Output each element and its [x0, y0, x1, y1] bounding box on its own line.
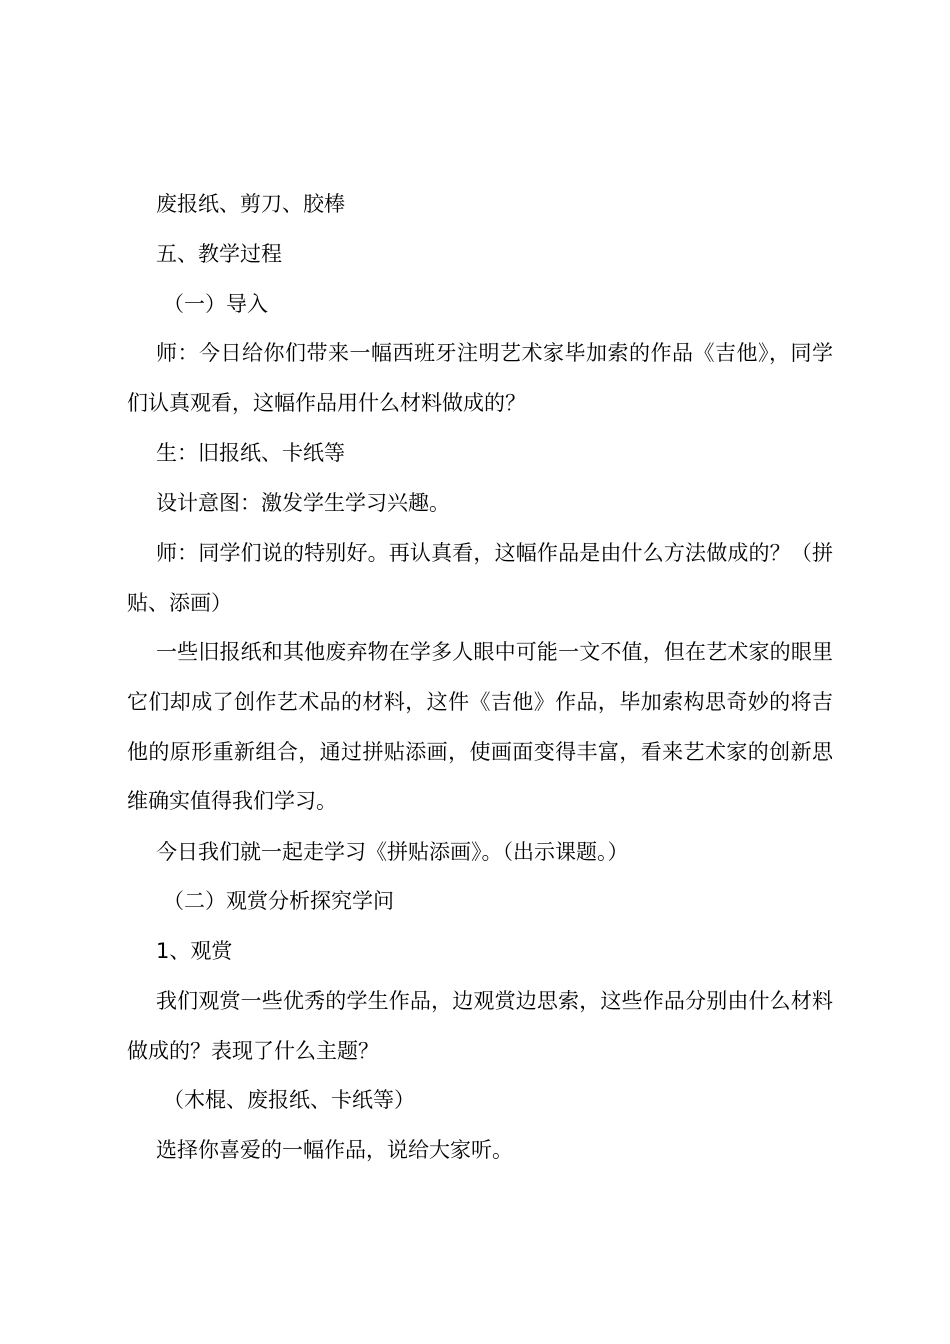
- heading-appreciation-analysis: （二）观赏分析探究学问: [163, 889, 394, 913]
- paragraph-materials: 废报纸、剪刀、胶棒: [156, 192, 345, 216]
- paragraph-lesson-title: 今日我们就一起走学习《拼贴添画》。（出示课题。）: [156, 840, 629, 864]
- paragraph-teacher-method: 师：同学们说的特别好。再认真看，这幅作品是由什么方法做成的？（拼贴、添画）: [127, 541, 833, 615]
- paragraph-teacher-intro: 师：今日给你们带来一幅西班牙注明艺术家毕加索的作品《吉他》，同学们认真观看，这幅作品用什么材料做成的？: [127, 341, 833, 415]
- heading-appreciation: 1、观赏: [156, 939, 233, 963]
- paragraph-materials-answer: （木棍、废报纸、卡纸等）: [163, 1088, 415, 1112]
- heading-introduction: （一）导入: [163, 292, 268, 316]
- paragraph-choose-work: 选择你喜爱的一幅作品，说给大家听。: [156, 1138, 513, 1162]
- paragraph-design-intent: 设计意图：激发学生学习兴趣。: [156, 491, 450, 515]
- heading-teaching-process: 五、教学过程: [156, 242, 282, 266]
- paragraph-student-works: 我们观赏一些优秀的学生作品，边观赏边思索，这些作品分别由什么材料做成的？表现了什么主题？: [127, 989, 833, 1063]
- paragraph-artist-thinking: 一些旧报纸和其他废弃物在学多人眼中可能一文不值，但在艺术家的眼里它们却成了创作艺术品的材料，这件《吉他》作品，毕加索构思奇妙的将吉他的原形重新组合，通过拼贴添画，使画面变得丰富，看来艺术家的创新思维确实值得我们学习。: [127, 640, 833, 814]
- paragraph-student-answer: 生：旧报纸、卡纸等: [156, 441, 345, 465]
